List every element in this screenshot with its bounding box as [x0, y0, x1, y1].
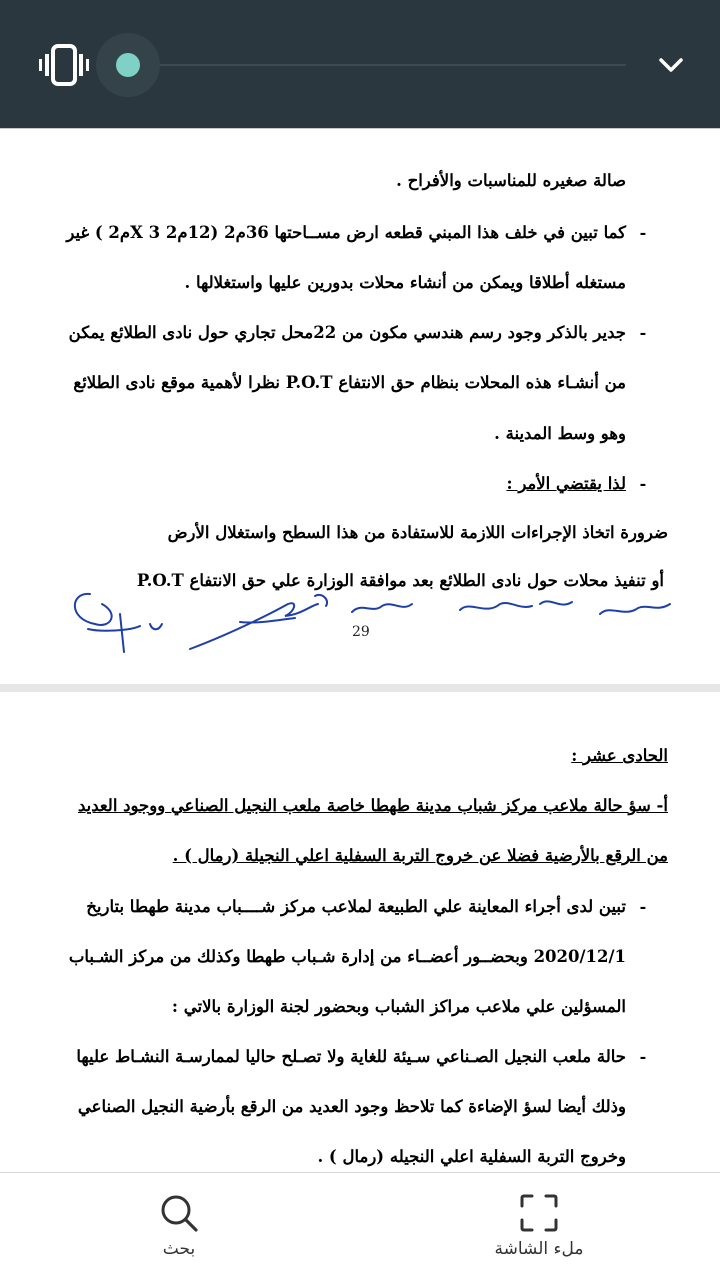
text-line: تبين لدى أجراء المعاينة علي الطبيعة لملاعب مركز شــــباب مدينة طهطا بتاريخ [86, 897, 626, 916]
text-line: ضرورة اتخاذ الإجراءات اللازمة للاستفادة من هذا السطح واستغلال الأرض [167, 523, 668, 542]
bullet: - [639, 474, 647, 493]
search-label: بحث [162, 1239, 196, 1259]
item-heading: أ- سؤ حالة ملاعب مركز شباب مدينة طهطا خاصة ملعب النجيل الصناعي ووجود العديد [77, 796, 668, 815]
bottom-action-bar [0, 1172, 720, 1281]
text-line: أو تنفيذ محلات حول نادى الطلائع بعد موافقة الوزارة علي حق الانتفاع P.O.T [136, 571, 664, 590]
text-line: مستغله أطلاقا ويمكن من أنشاء محلات بدورين عليها واستغلالها . [184, 273, 626, 292]
text-line: صالة صغيره للمناسبات والأفراح . [396, 171, 626, 190]
fullscreen-button[interactable] [459, 1187, 619, 1267]
text-line: 2020/12/1 وبحضــور أعضــاء من إدارة شـباب طهطا وكذلك من مركز الشـباب [68, 947, 626, 966]
chevron-down-icon[interactable] [656, 54, 686, 76]
page-separator [0, 684, 720, 692]
scrub-track[interactable] [128, 64, 626, 66]
text-line: المسؤلين علي ملاعب مراكز الشباب وبحضور لجنة الوزارة بالاتي : [171, 997, 626, 1016]
document-page-30[interactable] [0, 692, 720, 1172]
media-control-bar [0, 0, 720, 128]
text-line: جدير بالذكر وجود رسم هندسي مكون من 22محل تجاري حول نادى الطلائع يمكن [68, 323, 626, 342]
text-line: من أنشـاء هذه المحلات بنظام حق الانتفاع P.O.T نظرا لأهمية موقع نادى الطلائع [73, 373, 626, 392]
scrub-thumb[interactable] [116, 53, 140, 77]
section-heading: لذا يقتضي الأمر : [506, 474, 626, 493]
text-line: حالة ملعب النجيل الصـناعي سـيئة للغاية ولا تصـلح حاليا لممارسـة النشـاط عليها [76, 1047, 626, 1066]
search-icon [159, 1193, 199, 1233]
text-line: وخروج التربة السفلية اعلي النجيله (رمال ) . [317, 1147, 626, 1166]
fullscreen-label: ملء الشاشة [494, 1239, 584, 1259]
document-page-29[interactable] [0, 128, 720, 685]
bullet: - [639, 223, 647, 242]
search-button[interactable] [99, 1187, 259, 1267]
bullet: - [639, 897, 647, 916]
bullet: - [639, 1047, 647, 1066]
item-heading: من الرقع بالأرضية فضلا عن خروج التربة السفلية اعلي النجيلة (رمال ) . [172, 846, 668, 865]
text-line: كما تبين في خلف هذا المبني قطعه ارض مســاحتها 36م2 (12م2 X 3م2 ) غير [66, 223, 626, 242]
bullet: - [639, 323, 647, 342]
fullscreen-icon [519, 1193, 559, 1233]
vibrate-icon[interactable] [38, 44, 90, 86]
page-number: 29 [352, 624, 370, 640]
section-heading: الحادى عشر : [571, 746, 668, 765]
signatures [40, 574, 680, 664]
text-line: وذلك أيضا لسؤ الإضاءة كما تلاحظ وجود العديد من الرقع بأرضية النجيل الصناعي [77, 1097, 626, 1116]
text-line: وهو وسط المدينة . [494, 424, 626, 443]
